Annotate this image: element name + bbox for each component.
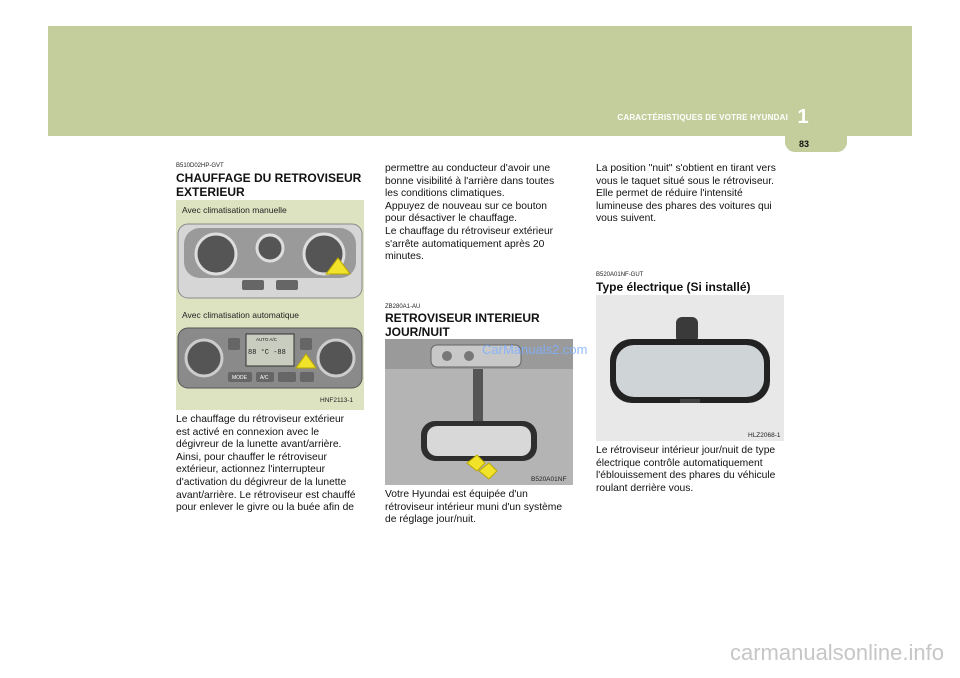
text-line: roulant derrière vous. (596, 482, 694, 494)
interior-mirror-illustration (385, 339, 573, 485)
text-line: Elle permet de réduire l'intensité (596, 188, 743, 200)
text-line: est activé en connexion avec le (176, 426, 320, 438)
text-line: extérieur, actionnez l'interrupteur (176, 464, 326, 476)
text-line: pour désactiver le chauffage. (385, 213, 518, 225)
fig-label-manual: Avec climatisation manuelle (182, 205, 287, 215)
section-code: ZB280A1-AU (385, 304, 421, 310)
auto-panel-illustration (176, 324, 364, 394)
text-line: dégivreur de la lunette avant/arrière. (176, 439, 342, 451)
section-heading (176, 171, 361, 199)
electric-mirror-figure (596, 295, 784, 441)
manual-panel-illustration (176, 218, 364, 302)
heading-line: EXTERIEUR (176, 185, 245, 199)
text-line: Le chauffage du rétroviseur extérieur (176, 414, 345, 425)
fig-code: B520A01NF (531, 476, 567, 483)
climate-figure (176, 200, 364, 410)
section-heading: Type électrique (Si installé) (596, 280, 751, 294)
section-code: B510D02HP-GVT (176, 163, 224, 169)
text-line: avant/arrière. Le rétroviseur est chauffé (176, 489, 356, 501)
text-line: bonne visibilité à l'arrière dans toutes (385, 175, 555, 187)
mode-button-label: MODE (232, 375, 247, 381)
text-line: les conditions climatiques. (385, 188, 505, 200)
fig-code: HLZ2068-1 (748, 432, 781, 439)
text-line: vous suivent. (596, 213, 657, 225)
text-line: minutes. (385, 251, 424, 263)
text-line: La position "nuit" s'obtient en tirant vers (596, 163, 776, 174)
fig-label-automatic: Avec climatisation automatique (182, 310, 300, 320)
electric-mirror-illustration (596, 295, 784, 441)
text-line: Le rétroviseur intérieur jour/nuit de type (596, 445, 776, 456)
text-line: vous le taquet situé sous le rétroviseur. (596, 175, 775, 187)
footer-watermark: carmanualsonline.info (729, 640, 944, 665)
text-line: Appuyez de nouveau sur ce bouton (385, 200, 548, 212)
page-number: 83 (798, 139, 809, 149)
heading-line: CHAUFFAGE DU RETROVISEUR (176, 171, 362, 185)
text-line: de réglage jour/nuit. (385, 514, 477, 526)
fig-code: HNF2113-1 (320, 397, 354, 404)
text-line: Ainsi, pour chauffer le rétroviseur (176, 451, 327, 463)
heading-line: RETROVISEUR INTERIEUR (385, 311, 540, 325)
text-line: s'arrête automatiquement après 20 (385, 238, 545, 250)
ac-button-label: A/C (260, 375, 269, 381)
text-line: Le chauffage du rétroviseur extérieur (385, 225, 554, 237)
site-watermark: CarManuals2.com (482, 342, 588, 357)
body-paragraph (385, 489, 573, 527)
panel-display: 88 °C -88 (248, 349, 286, 357)
panel-top-label: AUTO A/C (256, 337, 277, 342)
body-paragraph (385, 163, 573, 264)
text-line: électrique contrôle automatiquement (596, 457, 763, 469)
text-line: d'activation du dégivreur de la lunette (176, 476, 347, 488)
text-line: l'éblouissement des phares du véhicule (596, 470, 776, 482)
mirror-figure (385, 339, 573, 485)
text-line: pour enlever le givre ou la buée afin de (176, 502, 355, 514)
text-line: permettre au conducteur d'avoir une (385, 163, 551, 174)
section-heading (385, 311, 540, 339)
body-paragraph (596, 445, 784, 495)
body-paragraph (596, 163, 784, 226)
section-code: B520A01NF-GUT (596, 272, 644, 278)
chapter-title: CARACTÉRISTIQUES DE VOTRE HYUNDAI (617, 113, 788, 122)
chapter-number: 1 (797, 106, 809, 128)
body-paragraph (176, 414, 364, 515)
text-line: rétroviseur intérieur muni d'un système (385, 501, 563, 513)
text-line: Votre Hyundai est équipée d'un (385, 489, 528, 500)
heading-line: JOUR/NUIT (385, 325, 450, 339)
text-line: lumineuse des phares des voitures qui (596, 200, 772, 212)
